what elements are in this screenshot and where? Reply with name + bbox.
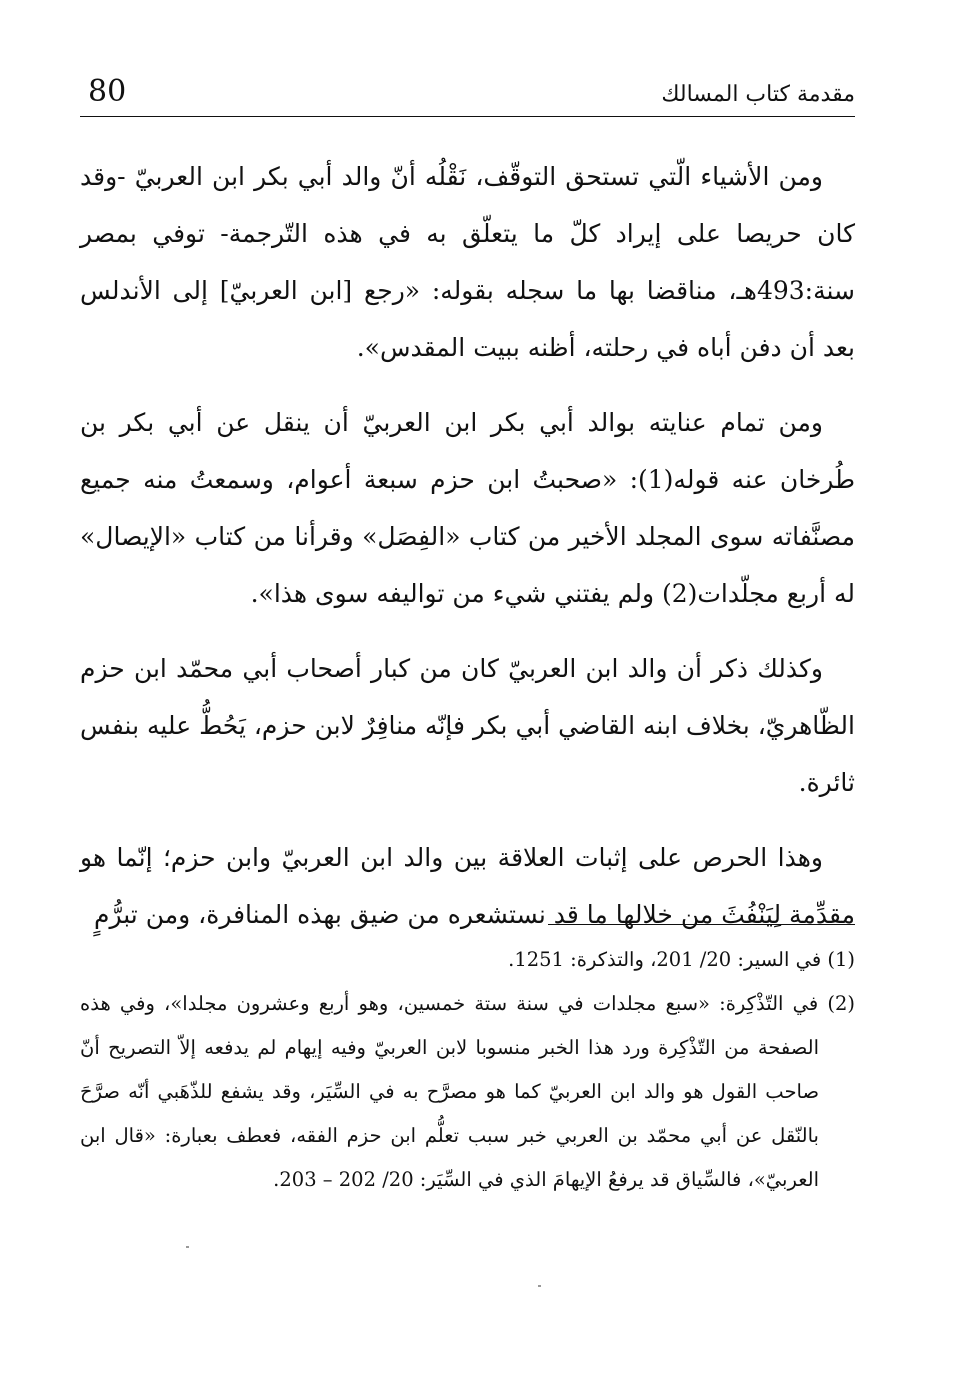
body-text — [80, 148, 855, 961]
paragraph: وهذا الحرص على إثبات العلاقة بين والد ابن العربيّ وابن حزم؛ إنّما هو مقدِّمة لِيَنْفُثَ من خلالها ما قد نستشعره من ضيق بهذه المنافرة، ومن تبرُّمٍ — [80, 843, 855, 929]
paragraph: وكذلك ذكر أن والد ابن العربيّ كان من كبار أصحاب أبي محمّد ابن حزم الظّاهريّ، بخلاف ابنه القاضي أبي بكر فإنّه منافِرٌ لابن حزم، يَحُطُّ عليه بنفس ثائرة. — [80, 654, 855, 797]
paragraph: ومن تمام عنايته بوالد أبي بكر ابن العربيّ أن ينقل عن أبي بكر بن طُرخان عنه قوله(1): «صحبتُ ابن حزم سبعة أعوام، وسمعتُ منه جميع مصنَّفاته سوى المجلد الأخير من كتاب «الفِصَل» وقرأنا من كتاب «الإيصال» له أربع مجلّدات(2) ولم يفتني شيء من تواليفه سوى هذا». — [80, 408, 855, 608]
page-header — [80, 72, 855, 117]
scan-speck — [538, 1285, 541, 1287]
page-number: 80 — [88, 74, 127, 109]
footnote-separator — [548, 924, 855, 925]
running-title: مقدمة كتاب المسالك — [661, 82, 855, 107]
footnote: (1) في السير: 20/ 201، والتذكرة: 1251. — [508, 948, 855, 971]
footnote: (2) في التّذْكِرة: «سبع مجلدات في سنة ستة خمسين، وهو أربع وعشرون مجلدا»، وفي هذه الصفحة من التّذْكِرة ورد هذا الخبر منسوبا لابن العربيّ وفيه إيهام لم يدفعه إلاّ التصريح أنّ صاحب القول هو والد ابن العربيّ كما هو مصرَّح به في السِّيَر، وقد يشفع للذّهَبي أنّه صرَّحَ بالنّقل عن أبي محمّد بن العربي خبر سبب تعلُّم ابن حزم الفقه، فعطف بعبارة: «قال ابن العربيّ»، فالسِّياق قد يرفعُ الإيهامَ الذي في السِّيَر: 20/ 202 – 203. — [80, 992, 855, 1191]
footnotes — [80, 938, 855, 1202]
paragraph: ومن الأشياء الّتي تستحق التوقّف، نَقْلُه أنّ والد أبي بكر ابن العربيّ -وقد كان حريصا على إيراد كلّ ما يتعلّق به في هذه التّرجمة- توفي بمصر سنة:493هـ، مناقضا بها ما سجله بقوله: «رجع [ابن العربيّ] إلى الأندلس بعد أن دفن أباه في رحلته، أظنه ببيت المقدس». — [80, 162, 855, 362]
scan-speck — [186, 1246, 189, 1248]
